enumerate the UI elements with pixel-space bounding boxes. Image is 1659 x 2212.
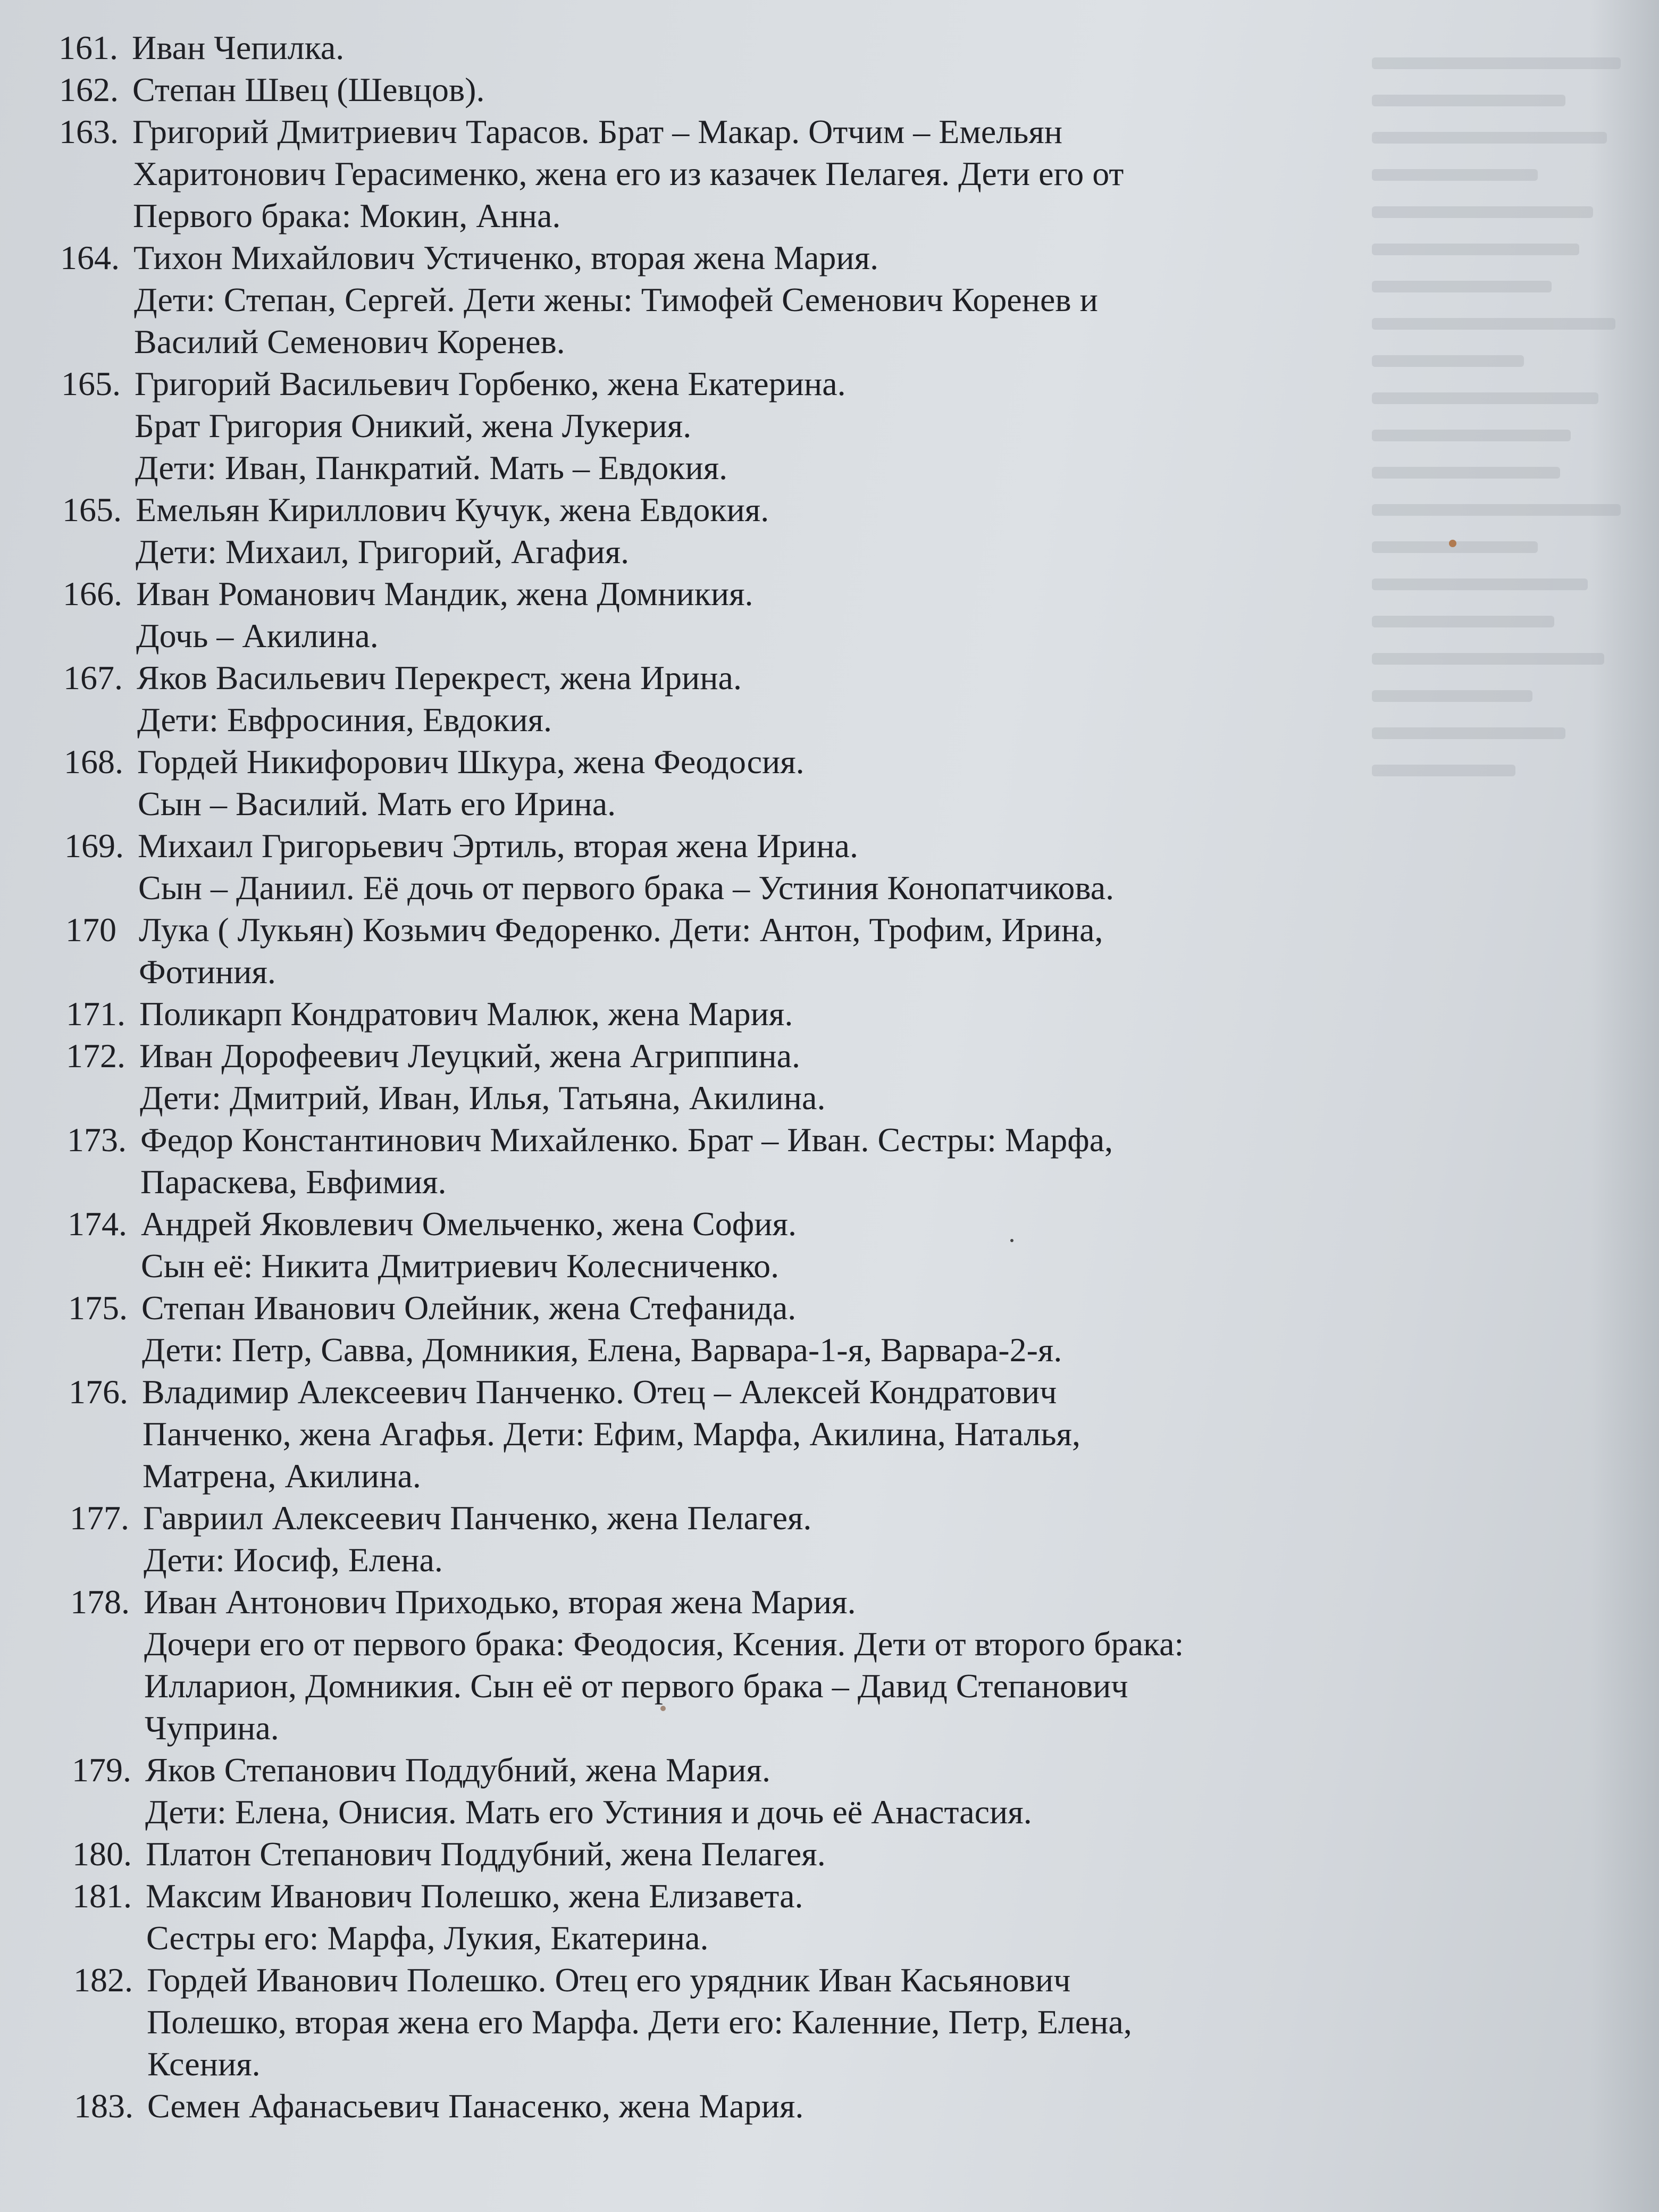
entry-number: 171.: [66, 995, 125, 1033]
entry: [0, 1035, 1329, 1119]
entry-text-line: Брат Григория Оникий, жена Лукерия.: [135, 407, 692, 445]
entry-text-line: Платон Степанович Поддубний, жена Пелагея.: [146, 1835, 826, 1873]
entry-text-line: Гавриил Алексеевич Панченко, жена Пелагея.: [143, 1499, 812, 1537]
entry-text-line: Сын – Василий. Мать его Ирина.: [138, 785, 616, 823]
entry-text-line: Чуприна.: [145, 1709, 279, 1747]
entry-number: 173.: [67, 1121, 127, 1159]
entry: [0, 363, 1329, 489]
entry: [0, 69, 1329, 111]
entry-text-line: Степан Иванович Олейник, жена Стефанида.: [141, 1289, 797, 1327]
entry-text-line: Василий Семенович Коренев.: [134, 323, 565, 361]
entry-number: 174.: [68, 1205, 127, 1243]
entry-text-line: Параскева, Евфимия.: [140, 1163, 447, 1201]
entry-number: 176.: [69, 1373, 128, 1411]
entry-text-line: Дети: Михаил, Григорий, Агафия.: [136, 533, 630, 571]
entry: [0, 1287, 1329, 1371]
entry: [0, 489, 1329, 573]
entry: [0, 741, 1329, 825]
entry: [0, 1959, 1329, 2085]
entry-number: 164.: [60, 239, 120, 276]
entry-text-line: Дети: Степан, Сергей. Дети жены: Тимофей Семенович Коренев и: [134, 281, 1098, 319]
entry: [0, 111, 1329, 237]
entry-text-line: Григорий Дмитриевич Тарасов. Брат – Макар. Отчим – Емельян: [132, 113, 1063, 150]
entry-number: 166.: [63, 575, 122, 613]
entry-number: 170: [65, 911, 116, 949]
entry-text-line: Дочь – Акилина.: [136, 617, 379, 655]
entry-text-line: Яков Степанович Поддубний, жена Мария.: [145, 1751, 770, 1789]
entry-text-line: Иван Дорофеевич Леуцкий, жена Агриппина.: [139, 1037, 801, 1075]
entry-text-line: Гордей Никифорович Шкура, жена Феодосия.: [137, 743, 805, 781]
entry-text-line: Гордей Иванович Полешко. Отец его урядник Иван Касьянович: [147, 1961, 1071, 1999]
entry-number: 181.: [72, 1877, 132, 1915]
entry-number: 163.: [59, 113, 119, 150]
entry: [0, 573, 1329, 657]
entry-text-line: Сын её: Никита Дмитриевич Колесниченко.: [141, 1247, 780, 1285]
entry-text-line: Дети: Дмитрий, Иван, Илья, Татьяна, Акилина.: [140, 1079, 826, 1117]
entry: [0, 1497, 1329, 1581]
entry: [0, 1833, 1329, 1875]
entry-text-line: Владимир Алексеевич Панченко. Отец – Алексей Кондратович: [142, 1373, 1057, 1411]
entry-text-line: Дети: Иосиф, Елена.: [144, 1541, 443, 1579]
entry-text-line: Илларион, Домникия. Сын её от первого брака – Давид Степанович: [144, 1667, 1128, 1705]
entry-number: 182.: [73, 1961, 133, 1999]
entry-number: 167.: [63, 659, 123, 697]
entry-number: 165.: [61, 365, 121, 403]
entry: [0, 657, 1329, 741]
entry-number: 165.: [62, 491, 122, 529]
page-edge-shadow: [1590, 0, 1659, 2212]
entry-text-line: Иван Чепилка.: [132, 29, 345, 66]
entry-text-line: Сын – Даниил. Её дочь от первого брака – Устиния Конопатчикова.: [138, 869, 1115, 907]
entry-text-line: Ксения.: [147, 2045, 261, 2083]
entry-number: 168.: [64, 743, 123, 781]
entry-list: [0, 27, 1329, 2127]
entry: [0, 1875, 1329, 1959]
entry-number: 178.: [70, 1583, 130, 1621]
entry-text-line: Иван Антонович Приходько, вторая жена Мария.: [144, 1583, 856, 1621]
entry-text-line: Федор Константинович Михайленко. Брат – Иван. Сестры: Марфа,: [140, 1121, 1113, 1159]
entry-text-line: Семен Афанасьевич Панасенко, жена Мария.: [147, 2087, 804, 2125]
entry-text-line: Харитонович Герасименко, жена его из казачек Пелагея. Дети его от: [133, 155, 1124, 192]
entry: [0, 1371, 1329, 1497]
entry: [0, 1581, 1329, 1749]
entry-number: 175.: [68, 1289, 128, 1327]
entry-text-line: Тихон Михайлович Устиченко, вторая жена Мария.: [133, 239, 879, 276]
entry-text-line: Сестры его: Марфа, Лукия, Екатерина.: [146, 1919, 709, 1957]
entry-number: 161.: [58, 29, 118, 66]
entry-text-line: Степан Швец (Шевцов).: [132, 71, 485, 108]
entry-text-line: Яков Васильевич Перекрест, жена Ирина.: [137, 659, 742, 697]
entry-text-line: Иван Романович Мандик, жена Домникия.: [136, 575, 753, 613]
entry-number: 169.: [64, 827, 124, 865]
entry-text-line: Лука ( Лукьян) Козьмич Федоренко. Дети: Антон, Трофим, Ирина,: [139, 911, 1103, 949]
entry-text-line: Андрей Яковлевич Омельченко, жена София.: [141, 1205, 797, 1243]
entry-text-line: Поликарп Кондратович Малюк, жена Мария.: [139, 995, 793, 1033]
paper-speck: [1449, 540, 1456, 547]
entry: [0, 993, 1329, 1035]
entry-text-line: Дети: Петр, Савва, Домникия, Елена, Варвара-1-я, Варвара-2-я.: [142, 1331, 1062, 1369]
entry-text-line: Фотиния.: [139, 953, 276, 991]
entry: [0, 1749, 1329, 1833]
entry-number: 177.: [70, 1499, 129, 1537]
entry-number: 172.: [66, 1037, 125, 1075]
entry-text-line: Первого брака: Мокин, Анна.: [133, 197, 561, 234]
entry-text-line: Дети: Иван, Панкратий. Мать – Евдокия.: [135, 449, 728, 487]
entry-number: 162.: [59, 71, 119, 108]
entry: [0, 237, 1329, 363]
entry-text-line: Панченко, жена Агафья. Дети: Ефим, Марфа, Акилина, Наталья,: [143, 1415, 1080, 1453]
entry-text-line: Полешко, вторая жена его Марфа. Дети его: Каленние, Петр, Елена,: [147, 2003, 1132, 2041]
entry-text-line: Дети: Елена, Онисия. Мать его Устиния и дочь её Анастасия.: [145, 1793, 1032, 1831]
entry-text-line: Дети: Евфросиния, Евдокия.: [137, 701, 552, 739]
entry: [0, 2085, 1329, 2127]
entry-number: 180.: [72, 1835, 132, 1873]
entry-text-line: Матрена, Акилина.: [143, 1457, 421, 1495]
entry-text-line: Михаил Григорьевич Эртиль, вторая жена Ирина.: [138, 827, 858, 865]
entry-number: 179.: [72, 1751, 131, 1789]
entry: [0, 825, 1329, 909]
entry-text-line: Дочери его от первого брака: Феодосия, Ксения. Дети от второго брака:: [144, 1625, 1184, 1663]
entry: [0, 1119, 1329, 1203]
entry: [0, 27, 1329, 69]
entry: [0, 909, 1329, 993]
entry-text-line: Емельян Кириллович Кучук, жена Евдокия.: [136, 491, 769, 529]
entry-text-line: Максим Иванович Полешко, жена Елизавета.: [146, 1877, 803, 1915]
entry-number: 183.: [74, 2087, 133, 2125]
entry: [0, 1203, 1329, 1287]
entry-text-line: Григорий Васильевич Горбенко, жена Екатерина.: [135, 365, 846, 403]
